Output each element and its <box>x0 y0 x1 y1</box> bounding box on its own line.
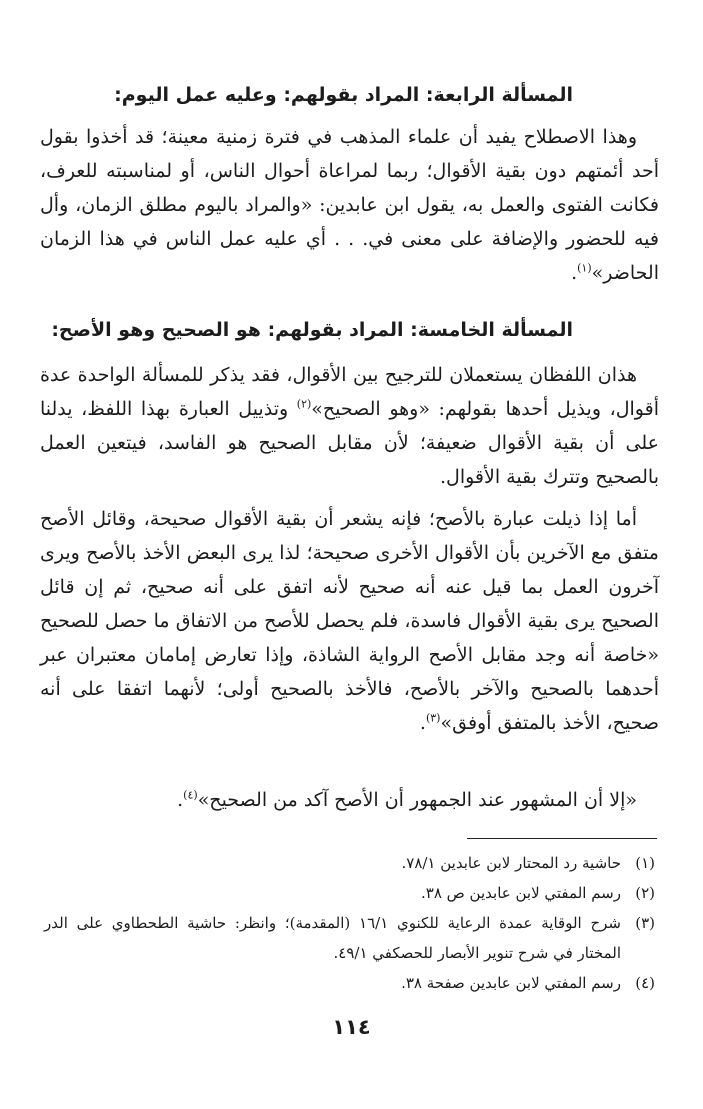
footnote-text: رسم المفتي لابن عابدين ص ٣٨. <box>420 884 621 902</box>
footnote-item <box>44 968 655 998</box>
section-5-paragraph-2 <box>40 502 659 740</box>
paragraph-2-end: . <box>419 712 426 734</box>
footnote-number: (٣) <box>635 914 655 932</box>
section-4-heading: المسألة الرابعة: المراد بقولهم: وعليه عمل اليوم: <box>114 84 573 106</box>
page-number: ١١٤ <box>332 1015 371 1039</box>
footnote-ref-1[interactable]: (١) <box>577 261 592 275</box>
footnote-ref-3[interactable]: (٣) <box>425 711 441 725</box>
section-4-paragraph <box>40 120 659 290</box>
footnote-ref-2[interactable]: (٢) <box>296 397 312 411</box>
footnote-text: شرح الوقاية عمدة الرعاية للكنوي ١٦/١ (المقدمة)؛ وانظر: حاشية الطحطاوي على الدر المختار في شرح تنوير الأبصار للحصكفي ٤٩/١. <box>44 914 621 962</box>
section-4-end: . <box>571 262 578 284</box>
footnotes-list <box>44 848 655 998</box>
paragraph-1-text-b: وتذييل العبارة بهذا اللفظ، يدلنا على أن بقية الأقوال ضعيفة؛ لأن مقابل الصحيح هو الفاسد، فيتعين العمل بالصحيح وتترك بقية الأقوال. <box>40 398 659 488</box>
section-4-text: وهذا الاصطلاح يفيد أن علماء المذهب في فترة زمنية معينة؛ قد أخذوا بقول أحد أئمتهم دون بقية الأقوال؛ ربما لمراعاة أحوال الناس، أو لمناسبته للعرف، فكانت الفتوى والعمل به، يقول ابن عابدين: «والمراد باليوم مطلق الزمان، وأل فيه للحضور والإضافة على معنى في. . . أي عليه عمل الناس في هذا الزمان الحاضر» <box>40 126 659 284</box>
section-5-paragraph-1 <box>40 358 659 494</box>
section-5-heading: المسألة الخامسة: المراد بقولهم: هو الصحيح وهو الأصح: <box>51 319 573 341</box>
paragraph-1-text-a: هذان اللفظان يستعملان للترجيح بين الأقوال، فقد يذكر للمسألة الواحدة عدة أقوال، ويذيل أحدها بقولهم: «وهو الصحيح» <box>40 364 659 420</box>
paragraph-3-text: «إلا أن المشهور عند الجمهور أن الأصح آكد من الصحيح» <box>197 789 637 811</box>
footnote-number: (١) <box>635 854 655 872</box>
footnote-divider <box>467 838 657 839</box>
footnote-item <box>44 848 655 878</box>
footnote-item <box>44 908 655 968</box>
footnote-item <box>44 878 655 908</box>
footnote-text: رسم المفتي لابن عابدين صفحة ٣٨. <box>401 974 621 992</box>
footnote-ref-4[interactable]: (٤) <box>183 788 198 802</box>
paragraph-2-text: أما إذا ذيلت عبارة بالأصح؛ فإنه يشعر أن بقية الأقوال صحيحة، وقائل الأصح متفق مع الآخرين بأن الأقوال الأخرى صحيحة؛ لذا يرى البعض الأخذ بالأصح ويرى آخرون العمل بما قيل عنه أنه صحيح لأنه اتفق على أنه صحيح، ثم إن قائل الصحيح يرى بقية الأقوال فاسدة، فلم يحصل للأصح من الاتفاق ما حصل للصحيح «خاصة أنه وجد مقابل الأصح الرواية الشاذة، وإذا تعارض إمامان معتبران عبر أحدهما بالصحيح والآخر بالأصح، فالأخذ بالصحيح أولى؛ لأنهما اتفقا على أنه صحيح، الأخذ بالمتفق أوفق» <box>40 508 659 734</box>
footnote-number: (٢) <box>635 884 655 902</box>
footnote-number: (٤) <box>635 974 655 992</box>
footnote-text: حاشية رد المحتار لابن عابدين ٧٨/١. <box>401 854 621 872</box>
paragraph-3-end: . <box>177 789 184 811</box>
section-5-paragraph-3 <box>40 783 659 817</box>
